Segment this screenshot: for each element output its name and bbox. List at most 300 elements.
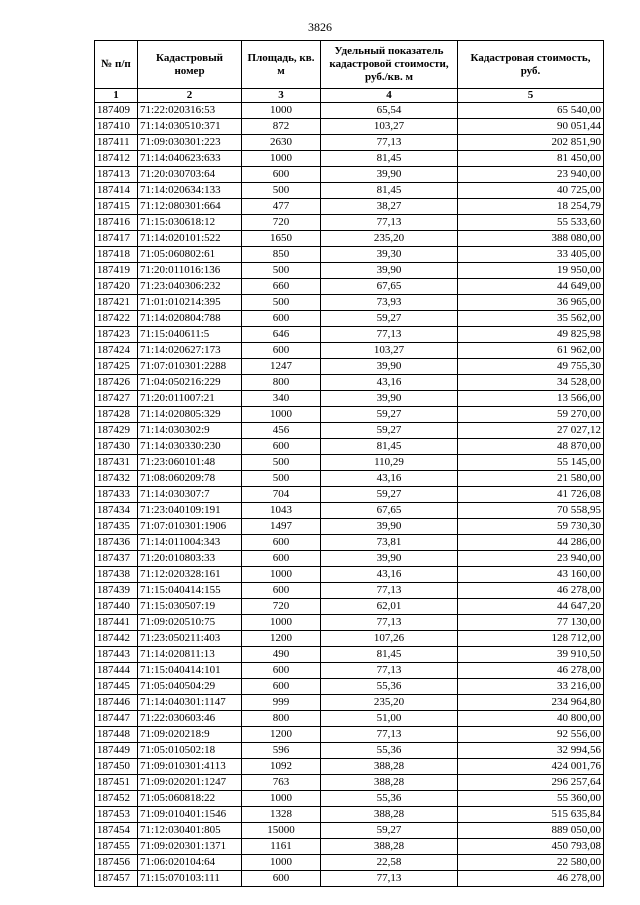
cell-row-number: 187430	[95, 439, 138, 455]
cell-row-number: 187440	[95, 599, 138, 615]
cell-specific-value: 77,13	[321, 135, 458, 151]
cell-specific-value: 43,16	[321, 375, 458, 391]
cell-specific-value: 77,13	[321, 583, 458, 599]
cell-cadastral-value: 44 647,20	[458, 599, 604, 615]
cell-row-number: 187455	[95, 839, 138, 855]
cell-cadastral-value: 33 216,00	[458, 679, 604, 695]
column-number: 1	[95, 89, 138, 103]
table-row	[95, 839, 604, 855]
cell-row-number: 187454	[95, 823, 138, 839]
table-row	[95, 135, 604, 151]
table-row	[95, 551, 604, 567]
cell-cadastral-number: 71:20:011016:136	[138, 263, 242, 279]
table-header-row	[95, 41, 604, 89]
cell-cadastral-value: 55 360,00	[458, 791, 604, 807]
cell-row-number: 187426	[95, 375, 138, 391]
cell-cadastral-number: 71:15:040414:155	[138, 583, 242, 599]
cell-cadastral-number: 71:05:060818:22	[138, 791, 242, 807]
cell-specific-value: 81,45	[321, 151, 458, 167]
cell-row-number: 187427	[95, 391, 138, 407]
cell-row-number: 187452	[95, 791, 138, 807]
cell-cadastral-number: 71:05:010502:18	[138, 743, 242, 759]
cell-cadastral-number: 71:08:060209:78	[138, 471, 242, 487]
column-number: 5	[458, 89, 604, 103]
cell-row-number: 187425	[95, 359, 138, 375]
cell-area: 600	[242, 439, 321, 455]
cell-cadastral-value: 889 050,00	[458, 823, 604, 839]
header-cadastral-value: Кадастровая стоимость, руб.	[458, 41, 604, 89]
cell-cadastral-value: 128 712,00	[458, 631, 604, 647]
table-row	[95, 407, 604, 423]
cell-area: 1043	[242, 503, 321, 519]
cell-row-number: 187419	[95, 263, 138, 279]
cell-specific-value: 77,13	[321, 663, 458, 679]
cell-cadastral-number: 71:20:010803:33	[138, 551, 242, 567]
cell-row-number: 187437	[95, 551, 138, 567]
cell-row-number: 187428	[95, 407, 138, 423]
cell-specific-value: 81,45	[321, 647, 458, 663]
cell-row-number: 187441	[95, 615, 138, 631]
table-row	[95, 167, 604, 183]
table-row	[95, 215, 604, 231]
cell-area: 1650	[242, 231, 321, 247]
cell-cadastral-value: 388 080,00	[458, 231, 604, 247]
cell-cadastral-number: 71:09:020301:1371	[138, 839, 242, 855]
table-row	[95, 711, 604, 727]
table-row	[95, 119, 604, 135]
table-row	[95, 503, 604, 519]
cell-cadastral-value: 46 278,00	[458, 583, 604, 599]
cell-area: 763	[242, 775, 321, 791]
cell-row-number: 187416	[95, 215, 138, 231]
table-row	[95, 391, 604, 407]
cell-cadastral-value: 33 405,00	[458, 247, 604, 263]
cell-area: 500	[242, 183, 321, 199]
cell-cadastral-number: 71:15:040611:5	[138, 327, 242, 343]
cell-cadastral-number: 71:09:020218:9	[138, 727, 242, 743]
cell-specific-value: 39,90	[321, 551, 458, 567]
cell-cadastral-number: 71:14:011004:343	[138, 535, 242, 551]
cell-cadastral-value: 48 870,00	[458, 439, 604, 455]
cell-specific-value: 39,90	[321, 167, 458, 183]
cell-row-number: 187445	[95, 679, 138, 695]
table-row	[95, 103, 604, 119]
cell-row-number: 187438	[95, 567, 138, 583]
cell-row-number: 187433	[95, 487, 138, 503]
cell-specific-value: 59,27	[321, 407, 458, 423]
header-row-number: № п/п	[95, 41, 138, 89]
cell-row-number: 187446	[95, 695, 138, 711]
cell-area: 1328	[242, 807, 321, 823]
cell-cadastral-number: 71:23:050211:403	[138, 631, 242, 647]
cell-row-number: 187447	[95, 711, 138, 727]
cell-row-number: 187421	[95, 295, 138, 311]
header-specific-value: Удельный показатель кадастровой стоимости, руб./кв. м	[321, 41, 458, 89]
cell-area: 340	[242, 391, 321, 407]
cell-cadastral-number: 71:20:011007:21	[138, 391, 242, 407]
cell-cadastral-value: 13 566,00	[458, 391, 604, 407]
cell-specific-value: 110,29	[321, 455, 458, 471]
cell-specific-value: 107,26	[321, 631, 458, 647]
cell-cadastral-value: 92 556,00	[458, 727, 604, 743]
cell-row-number: 187449	[95, 743, 138, 759]
cell-area: 500	[242, 455, 321, 471]
cell-area: 1497	[242, 519, 321, 535]
table-row	[95, 311, 604, 327]
cell-specific-value: 388,28	[321, 839, 458, 855]
table-row	[95, 231, 604, 247]
table-row	[95, 375, 604, 391]
cell-specific-value: 77,13	[321, 215, 458, 231]
cell-cadastral-value: 27 027,12	[458, 423, 604, 439]
cell-cadastral-value: 296 257,64	[458, 775, 604, 791]
table-row	[95, 183, 604, 199]
cell-cadastral-value: 49 755,30	[458, 359, 604, 375]
table-row	[95, 791, 604, 807]
table-row	[95, 567, 604, 583]
cell-specific-value: 67,65	[321, 279, 458, 295]
cell-area: 660	[242, 279, 321, 295]
cell-row-number: 187424	[95, 343, 138, 359]
header-area: Площадь, кв. м	[242, 41, 321, 89]
cell-specific-value: 388,28	[321, 759, 458, 775]
cell-row-number: 187450	[95, 759, 138, 775]
cell-cadastral-value: 77 130,00	[458, 615, 604, 631]
cell-row-number: 187429	[95, 423, 138, 439]
table-row	[95, 199, 604, 215]
cell-specific-value: 59,27	[321, 487, 458, 503]
column-number-row	[95, 89, 604, 103]
cell-cadastral-number: 71:07:010301:2288	[138, 359, 242, 375]
cell-specific-value: 388,28	[321, 807, 458, 823]
cell-area: 1000	[242, 151, 321, 167]
table-row	[95, 775, 604, 791]
cell-row-number: 187453	[95, 807, 138, 823]
cell-cadastral-value: 234 964,80	[458, 695, 604, 711]
cell-area: 1247	[242, 359, 321, 375]
cell-area: 600	[242, 663, 321, 679]
cell-cadastral-value: 35 562,00	[458, 311, 604, 327]
cell-specific-value: 103,27	[321, 343, 458, 359]
cell-area: 600	[242, 871, 321, 887]
cell-cadastral-value: 59 270,00	[458, 407, 604, 423]
cell-area: 1000	[242, 103, 321, 119]
table-row	[95, 359, 604, 375]
cell-cadastral-number: 71:23:060101:48	[138, 455, 242, 471]
page-number: 3826	[308, 20, 332, 34]
cell-cadastral-value: 23 940,00	[458, 167, 604, 183]
cell-specific-value: 39,90	[321, 263, 458, 279]
cell-specific-value: 43,16	[321, 567, 458, 583]
cell-area: 704	[242, 487, 321, 503]
cell-area: 500	[242, 263, 321, 279]
cell-area: 872	[242, 119, 321, 135]
cell-specific-value: 39,90	[321, 391, 458, 407]
cell-cadastral-value: 515 635,84	[458, 807, 604, 823]
cell-area: 1000	[242, 855, 321, 871]
cell-area: 800	[242, 711, 321, 727]
cell-row-number: 187412	[95, 151, 138, 167]
table-row	[95, 519, 604, 535]
table-row	[95, 327, 604, 343]
cell-cadastral-number: 71:22:020316:53	[138, 103, 242, 119]
cell-row-number: 187410	[95, 119, 138, 135]
cell-area: 720	[242, 215, 321, 231]
cell-specific-value: 51,00	[321, 711, 458, 727]
cell-specific-value: 67,65	[321, 503, 458, 519]
cell-cadastral-number: 71:15:070103:111	[138, 871, 242, 887]
cell-area: 477	[242, 199, 321, 215]
cell-cadastral-value: 43 160,00	[458, 567, 604, 583]
cell-specific-value: 55,36	[321, 743, 458, 759]
table-row	[95, 423, 604, 439]
cell-row-number: 187432	[95, 471, 138, 487]
cell-cadastral-number: 71:14:020634:133	[138, 183, 242, 199]
cell-cadastral-value: 44 649,00	[458, 279, 604, 295]
cell-specific-value: 103,27	[321, 119, 458, 135]
cell-row-number: 187431	[95, 455, 138, 471]
cell-area: 1200	[242, 727, 321, 743]
table-row	[95, 487, 604, 503]
cell-cadastral-value: 46 278,00	[458, 663, 604, 679]
cell-cadastral-number: 71:14:020811:13	[138, 647, 242, 663]
table-row	[95, 743, 604, 759]
cell-area: 800	[242, 375, 321, 391]
cell-area: 2630	[242, 135, 321, 151]
cell-cadastral-number: 71:23:040109:191	[138, 503, 242, 519]
cell-specific-value: 235,20	[321, 231, 458, 247]
cell-cadastral-number: 71:14:020627:173	[138, 343, 242, 359]
cell-cadastral-number: 71:12:080301:664	[138, 199, 242, 215]
cell-area: 600	[242, 311, 321, 327]
cell-cadastral-number: 71:01:010214:395	[138, 295, 242, 311]
cell-row-number: 187411	[95, 135, 138, 151]
cell-cadastral-value: 70 558,95	[458, 503, 604, 519]
cell-cadastral-number: 71:14:020805:329	[138, 407, 242, 423]
cell-specific-value: 39,90	[321, 359, 458, 375]
cell-specific-value: 73,93	[321, 295, 458, 311]
table-row	[95, 695, 604, 711]
table-row	[95, 727, 604, 743]
cell-area: 456	[242, 423, 321, 439]
cell-area: 600	[242, 583, 321, 599]
table-row	[95, 535, 604, 551]
cell-cadastral-value: 21 580,00	[458, 471, 604, 487]
cell-row-number: 187418	[95, 247, 138, 263]
cell-cadastral-value: 23 940,00	[458, 551, 604, 567]
cell-specific-value: 59,27	[321, 423, 458, 439]
cell-row-number: 187436	[95, 535, 138, 551]
cell-specific-value: 77,13	[321, 327, 458, 343]
cell-cadastral-number: 71:09:030301:223	[138, 135, 242, 151]
cell-cadastral-value: 49 825,98	[458, 327, 604, 343]
cell-specific-value: 39,90	[321, 519, 458, 535]
table-row	[95, 631, 604, 647]
cell-row-number: 187456	[95, 855, 138, 871]
cell-cadastral-number: 71:20:030703:64	[138, 167, 242, 183]
cell-cadastral-value: 19 950,00	[458, 263, 604, 279]
cell-specific-value: 235,20	[321, 695, 458, 711]
cell-specific-value: 55,36	[321, 791, 458, 807]
cell-specific-value: 39,30	[321, 247, 458, 263]
cell-cadastral-number: 71:14:030307:7	[138, 487, 242, 503]
cell-cadastral-number: 71:09:010301:4113	[138, 759, 242, 775]
table-row	[95, 295, 604, 311]
cell-area: 1000	[242, 791, 321, 807]
cell-row-number: 187423	[95, 327, 138, 343]
cell-cadastral-value: 46 278,00	[458, 871, 604, 887]
cell-specific-value: 77,13	[321, 615, 458, 631]
cell-row-number: 187442	[95, 631, 138, 647]
table-row	[95, 279, 604, 295]
cell-area: 600	[242, 679, 321, 695]
cell-row-number: 187409	[95, 103, 138, 119]
table-row	[95, 471, 604, 487]
cell-specific-value: 65,54	[321, 103, 458, 119]
cell-cadastral-number: 71:14:040623:633	[138, 151, 242, 167]
cadastral-value-table	[94, 40, 604, 887]
cell-cadastral-value: 450 793,08	[458, 839, 604, 855]
table-row	[95, 439, 604, 455]
table-row	[95, 871, 604, 887]
cell-cadastral-number: 71:14:030330:230	[138, 439, 242, 455]
cell-area: 850	[242, 247, 321, 263]
cell-cadastral-number: 71:12:030401:805	[138, 823, 242, 839]
cell-area: 490	[242, 647, 321, 663]
cell-cadastral-number: 71:14:020101:522	[138, 231, 242, 247]
cell-area: 500	[242, 295, 321, 311]
cell-cadastral-value: 55 145,00	[458, 455, 604, 471]
cell-cadastral-value: 90 051,44	[458, 119, 604, 135]
table-row	[95, 855, 604, 871]
table-row	[95, 343, 604, 359]
cell-row-number: 187435	[95, 519, 138, 535]
cell-cadastral-value: 40 725,00	[458, 183, 604, 199]
cell-cadastral-number: 71:15:040414:101	[138, 663, 242, 679]
cell-cadastral-number: 71:05:040504:29	[138, 679, 242, 695]
cell-cadastral-number: 71:06:020104:64	[138, 855, 242, 871]
table-row	[95, 759, 604, 775]
cell-cadastral-value: 61 962,00	[458, 343, 604, 359]
cell-cadastral-number: 71:14:030510:371	[138, 119, 242, 135]
cell-cadastral-number: 71:12:020328:161	[138, 567, 242, 583]
cell-area: 500	[242, 471, 321, 487]
cell-row-number: 187422	[95, 311, 138, 327]
table-row	[95, 583, 604, 599]
cell-specific-value: 81,45	[321, 439, 458, 455]
table-row	[95, 663, 604, 679]
cell-area: 1000	[242, 567, 321, 583]
cell-specific-value: 388,28	[321, 775, 458, 791]
cell-cadastral-value: 32 994,56	[458, 743, 604, 759]
cell-row-number: 187434	[95, 503, 138, 519]
cell-row-number: 187448	[95, 727, 138, 743]
cell-row-number: 187443	[95, 647, 138, 663]
cell-cadastral-number: 71:14:030302:9	[138, 423, 242, 439]
cell-row-number: 187414	[95, 183, 138, 199]
table-row	[95, 679, 604, 695]
cell-row-number: 187417	[95, 231, 138, 247]
cell-specific-value: 38,27	[321, 199, 458, 215]
cell-cadastral-value: 36 965,00	[458, 295, 604, 311]
cell-cadastral-value: 41 726,08	[458, 487, 604, 503]
column-number: 3	[242, 89, 321, 103]
cell-area: 720	[242, 599, 321, 615]
cell-cadastral-value: 202 851,90	[458, 135, 604, 151]
cell-specific-value: 77,13	[321, 727, 458, 743]
cell-row-number: 187457	[95, 871, 138, 887]
cell-area: 1000	[242, 407, 321, 423]
cell-area: 596	[242, 743, 321, 759]
cell-row-number: 187439	[95, 583, 138, 599]
cell-area: 600	[242, 551, 321, 567]
cell-cadastral-value: 424 001,76	[458, 759, 604, 775]
cell-cadastral-number: 71:09:020201:1247	[138, 775, 242, 791]
cell-cadastral-value: 22 580,00	[458, 855, 604, 871]
cell-area: 15000	[242, 823, 321, 839]
cell-area: 1161	[242, 839, 321, 855]
cell-specific-value: 55,36	[321, 679, 458, 695]
cell-cadastral-value: 18 254,79	[458, 199, 604, 215]
cell-area: 646	[242, 327, 321, 343]
cell-row-number: 187415	[95, 199, 138, 215]
cell-cadastral-number: 71:23:040306:232	[138, 279, 242, 295]
table-row	[95, 599, 604, 615]
cell-area: 600	[242, 343, 321, 359]
cell-specific-value: 59,27	[321, 823, 458, 839]
cell-specific-value: 22,58	[321, 855, 458, 871]
cell-cadastral-value: 34 528,00	[458, 375, 604, 391]
cell-cadastral-value: 81 450,00	[458, 151, 604, 167]
column-number: 4	[321, 89, 458, 103]
cell-cadastral-value: 55 533,60	[458, 215, 604, 231]
cell-area: 600	[242, 535, 321, 551]
cell-area: 600	[242, 167, 321, 183]
table-body	[95, 103, 604, 887]
cell-specific-value: 73,81	[321, 535, 458, 551]
cell-area: 999	[242, 695, 321, 711]
table-row	[95, 263, 604, 279]
cell-row-number: 187451	[95, 775, 138, 791]
cell-specific-value: 59,27	[321, 311, 458, 327]
cell-cadastral-number: 71:09:010401:1546	[138, 807, 242, 823]
cell-specific-value: 43,16	[321, 471, 458, 487]
cell-cadastral-value: 65 540,00	[458, 103, 604, 119]
cell-cadastral-number: 71:09:020510:75	[138, 615, 242, 631]
cell-cadastral-value: 40 800,00	[458, 711, 604, 727]
table-row	[95, 247, 604, 263]
cell-cadastral-number: 71:15:030507:19	[138, 599, 242, 615]
cell-cadastral-number: 71:07:010301:1906	[138, 519, 242, 535]
table-row	[95, 823, 604, 839]
cell-area: 1092	[242, 759, 321, 775]
table-row	[95, 615, 604, 631]
cell-cadastral-number: 71:05:060802:61	[138, 247, 242, 263]
column-number: 2	[138, 89, 242, 103]
cell-cadastral-value: 44 286,00	[458, 535, 604, 551]
cell-row-number: 187413	[95, 167, 138, 183]
table-row	[95, 807, 604, 823]
cell-specific-value: 62,01	[321, 599, 458, 615]
table-row	[95, 647, 604, 663]
cell-cadastral-value: 39 910,50	[458, 647, 604, 663]
cell-cadastral-number: 71:22:030603:46	[138, 711, 242, 727]
cell-cadastral-number: 71:15:030618:12	[138, 215, 242, 231]
cell-cadastral-number: 71:14:020804:788	[138, 311, 242, 327]
table-row	[95, 151, 604, 167]
table-row	[95, 455, 604, 471]
cell-cadastral-value: 59 730,30	[458, 519, 604, 535]
